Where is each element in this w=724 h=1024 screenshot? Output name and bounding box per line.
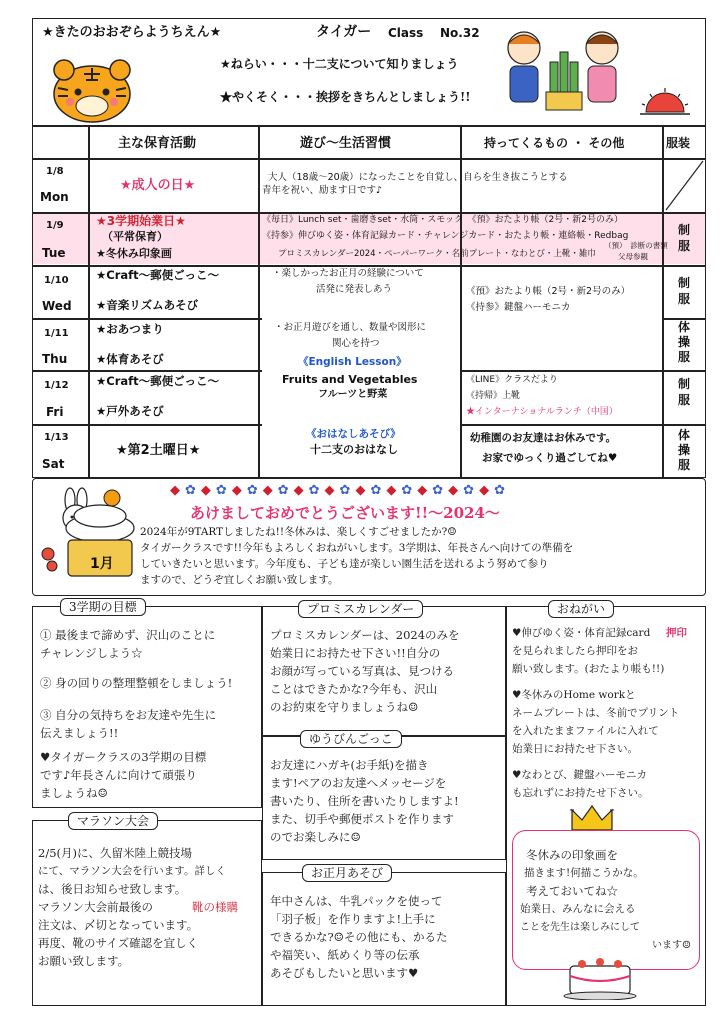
activity-1-9-b: （平常保育） — [102, 230, 168, 243]
fri-item-line-1: 《LINE》クラスだより — [466, 375, 558, 385]
request-title: おねがい — [548, 600, 614, 618]
header-activities: 主な保育活動 — [118, 136, 197, 151]
issue-number: No.32 — [440, 26, 480, 40]
goals-title: 3学期の目標 — [60, 598, 146, 616]
marathon-title: マラソン大会 — [68, 812, 158, 830]
activity-1-11-a: ★おあつまり — [96, 322, 164, 336]
fri-item-line-2: 《持帰》上靴 — [466, 391, 521, 401]
calendar-month: 1月 — [90, 556, 114, 572]
tue-item-line-2: 《持参》伸びゆく姿・体育記録カード・チャレンジカード・おたより帳・連絡帳・Redbag — [262, 231, 629, 241]
activity-1-12-a: ★Craft～郵便ごっこ～ — [96, 374, 219, 388]
activity-1-11-b: ★体育あそび — [96, 352, 164, 366]
dow-sat: Sat — [42, 457, 65, 471]
activity-1-10-b: ★音楽リズムあそび — [96, 298, 199, 312]
story-play-topic: 十二支のおはなし — [310, 443, 398, 456]
date-1-9: 1/9 — [46, 220, 64, 231]
aim-text: ★ねらい・・・十二支について知りましょう — [220, 57, 459, 71]
birthday-cake-icon — [560, 956, 640, 1000]
marathon-line-6: 再度、靴のサイズ確認を宜しく — [38, 936, 199, 950]
request-line-7: 始業日にお持たせ下さい。 — [512, 743, 638, 755]
activity-1-9-a: ★3学期始業日★ — [96, 214, 186, 228]
tiger-illustration — [44, 50, 140, 126]
wed-item-line-2: 《持参》鍵盤ハーモニカ — [466, 302, 571, 313]
goals-line-4: ③ 自分の気持ちをお友達や先生に — [40, 708, 217, 722]
header-play: 遊び～生活習慣 — [300, 136, 392, 151]
fri-item-line-3: ★インターナショナルランチ（中国） — [466, 407, 618, 417]
request-line-2: を見られましたら押印をお — [512, 645, 638, 657]
tue-item-line-3: プロミスカレンダー2024・ペーパーワーク・名前プレート・なわとび・上靴・雑巾 — [278, 249, 596, 259]
wed-item-line-1: 《預》おたより帳（2号・新2号のみ） — [466, 286, 631, 297]
newyear-line-3: できるかな?☺その他にも、かるた — [270, 930, 448, 944]
play-line-1: ・楽しかったお正月の経験について — [272, 268, 424, 279]
banner-title: あけましておめでとうございます!!～2024～ — [190, 504, 500, 522]
class-label: Class — [388, 26, 424, 40]
dow-wed: Wed — [42, 299, 72, 313]
newyear-line-1: 年中さんは、牛乳パックを使って — [270, 894, 443, 908]
marathon-line-3: は、後日お知らせ致します。 — [38, 882, 187, 896]
date-1-8: 1/8 — [46, 166, 64, 177]
promise-line-3: お顔が写っている写真は、見つける — [270, 664, 454, 678]
banner-decoration-pattern: ◆✿◆✿◆✿◆✿◆✿◆✿◆✿◆✿◆✿◆✿◆✿ — [170, 483, 510, 498]
class-name: タイガー — [316, 24, 372, 40]
crown-note-line-6: います☺ — [652, 940, 691, 951]
request-line-9: も忘れずにお持たせ下さい。 — [512, 787, 649, 799]
goals-line-1: ① 最後まで諦めず、沢山のことに — [40, 628, 216, 642]
request-line-1: ♥伸びゆく姿・体育記録card — [512, 627, 651, 639]
promise-line-2: 始業日にお持たせ下さい!!自分の — [270, 646, 441, 660]
postal-line-1: お友達にハガキ(お手紙)を描き — [270, 758, 429, 772]
request-line-5: ネームプレートは、冬前でプリント — [512, 707, 680, 719]
marathon-line-5: 注文は、〆切となっています。 — [38, 918, 199, 932]
activity-1-10-a: ★Craft～郵便ごっこ～ — [96, 268, 219, 282]
marathon-line-2: にて、マラソン大会を行います。詳しく — [38, 865, 226, 877]
clothing-1-13: 体操服 — [678, 428, 691, 472]
crown-note-line-1: 冬休みの印象画を — [526, 848, 618, 862]
english-lesson-label: 《English Lesson》 — [298, 356, 407, 368]
request-line-4: ♥冬休みのHome workと — [512, 689, 636, 701]
banner-body-4: ますので、どうぞ宜しくお願い致します。 — [140, 574, 339, 586]
marathon-line-1: 2/5(月)に、久留米陸上競技場 — [38, 846, 192, 860]
tue-item-line-1: 《毎日》Lunch set・歯磨きset・水筒・スモック 《預》おたより帳（2号・新2号のみ） — [262, 215, 623, 225]
sat-item-line-2: お家でゆっくり過ごしてね♥ — [482, 452, 618, 464]
dow-fri: Fri — [46, 405, 64, 419]
activity-1-12-b: ★戸外あそび — [96, 404, 164, 418]
english-lesson-topic-jp: フルーツと野菜 — [318, 389, 388, 400]
promise-calendar-title: プロミスカレンダー — [298, 600, 423, 618]
clothing-1-9: 制服 — [678, 223, 691, 253]
date-1-10: 1/10 — [44, 275, 69, 286]
banner-body-1: 2024年が9TARTしましたね!!冬休みは、楽しくすごせましたか?☺ — [140, 526, 457, 538]
date-1-12: 1/12 — [44, 380, 69, 391]
postal-play-title: ゆうびんごっこ — [300, 730, 402, 748]
goals-line-8: ましょうね☺ — [40, 786, 108, 800]
request-line-3: 願い致します。(おたより帳も!!) — [512, 663, 665, 675]
play-line-3: ・お正月遊びを通し、数量や図形に — [274, 322, 427, 333]
crown-note-line-2: 描きます!何描こうかな。 — [524, 867, 644, 879]
dow-tue: Tue — [42, 246, 66, 260]
postal-line-2: ます!ペアのお友達へメッセージを — [270, 776, 447, 790]
clothing-1-11: 体操服 — [678, 320, 691, 364]
postal-line-5: のでお楽しみに☺ — [270, 830, 361, 844]
goals-line-2: チャレンジしよう☆ — [40, 646, 143, 660]
sunrise-icon — [636, 86, 694, 116]
dow-thu: Thu — [42, 352, 68, 366]
postal-line-3: 書いたり、住所を書いたりしますよ! — [270, 794, 459, 808]
mon-note-line-2: 青年を祝い、励ます日です♪ — [262, 185, 383, 196]
clothing-1-10: 制服 — [678, 276, 691, 306]
request-stamp-word: 押印 — [666, 627, 687, 639]
children-kadomatsu-illustration — [498, 22, 628, 114]
request-line-6: を入れたままファイルに入れて — [512, 725, 659, 737]
activity-1-8: ★成人の日★ — [120, 178, 196, 193]
english-lesson-topic: Fruits and Vegetables — [282, 373, 418, 386]
promise-line-4: ことはできたかな?今年も、沢山 — [270, 682, 438, 696]
dow-mon: Mon — [40, 190, 69, 204]
request-line-8: ♥なわとび、鍵盤ハーモニカ — [512, 769, 647, 781]
promise-line-1: プロミスカレンダーは、2024のみを — [270, 628, 460, 642]
goals-line-6: ♥タイガークラスの3学期の目標 — [40, 750, 207, 764]
story-play-label: 《おはなしあそび》 — [306, 428, 401, 440]
tue-side-note-2: 父母参観 — [618, 252, 648, 261]
header-clothing: 服装 — [666, 136, 691, 150]
date-1-13: 1/13 — [44, 432, 69, 443]
marathon-red-note: 靴の様購 — [192, 900, 238, 914]
crown-note-line-4: 始業日、みんなに会える — [520, 903, 636, 915]
mon-note-line-1: 大人（18歳～20歳）になったことを自覚し、自らを生き抜こうとする — [268, 172, 568, 183]
sat-item-line-1: 幼稚園のお友達はお休みです。 — [470, 432, 617, 444]
clothing-empty-diagonal — [663, 159, 706, 212]
play-line-4: 関心を持つ — [332, 338, 380, 349]
promise-text: ★やくそく・・・挨拶をきちんとしましょう!! — [220, 90, 471, 104]
crown-note-line-3: 考えておいてね☆ — [526, 884, 618, 898]
clothing-1-12: 制服 — [678, 377, 691, 407]
date-1-11: 1/11 — [44, 328, 69, 339]
marathon-line-4: マラソン大会前最後の — [38, 900, 153, 914]
goals-line-7: です♪年長さんに向けて頑張り — [40, 768, 197, 782]
promise-line-5: のお約束を守りましょうね☺ — [270, 700, 419, 714]
goals-line-5: 伝えましょう!! — [40, 726, 119, 740]
marathon-line-7: お願い致します。 — [38, 954, 130, 968]
school-name: ★きたのおおぞらようちえん★ — [42, 25, 222, 40]
header-items: 持ってくるもの ・ その他 — [484, 136, 625, 150]
banner-body-2: タイガークラスです!!今年もよろしくおねがいします。3学期は、年長さんへ向けての準備を — [140, 542, 574, 554]
newyear-line-5: あそびもしたいと思います♥ — [270, 966, 419, 980]
newyear-line-2: 「羽子板」を作りますよ!上手に — [270, 912, 436, 926]
tue-side-note-1: （預） 診断の書類 — [604, 241, 668, 250]
activity-1-13: ★第2土曜日★ — [116, 443, 201, 458]
goals-line-3: ② 身の回りの整理整頓をしましょう! — [40, 676, 233, 690]
postal-line-4: また、切手や郵便ポストを作ります — [270, 812, 454, 826]
newyear-play-title: お正月あそび — [302, 864, 392, 882]
crown-note-line-5: ことを先生は楽しみにして — [520, 922, 640, 933]
banner-body-3: していきたいと思います。今年度も、子ども達が楽しい園生活を送れるよう努めて参り — [140, 558, 549, 570]
play-line-2: 活発に発表しあう — [316, 284, 393, 295]
activity-1-9-c: ★冬休み印象画 — [96, 247, 172, 260]
newyear-line-4: や福笑い、紙めくり等の伝承 — [270, 948, 420, 962]
